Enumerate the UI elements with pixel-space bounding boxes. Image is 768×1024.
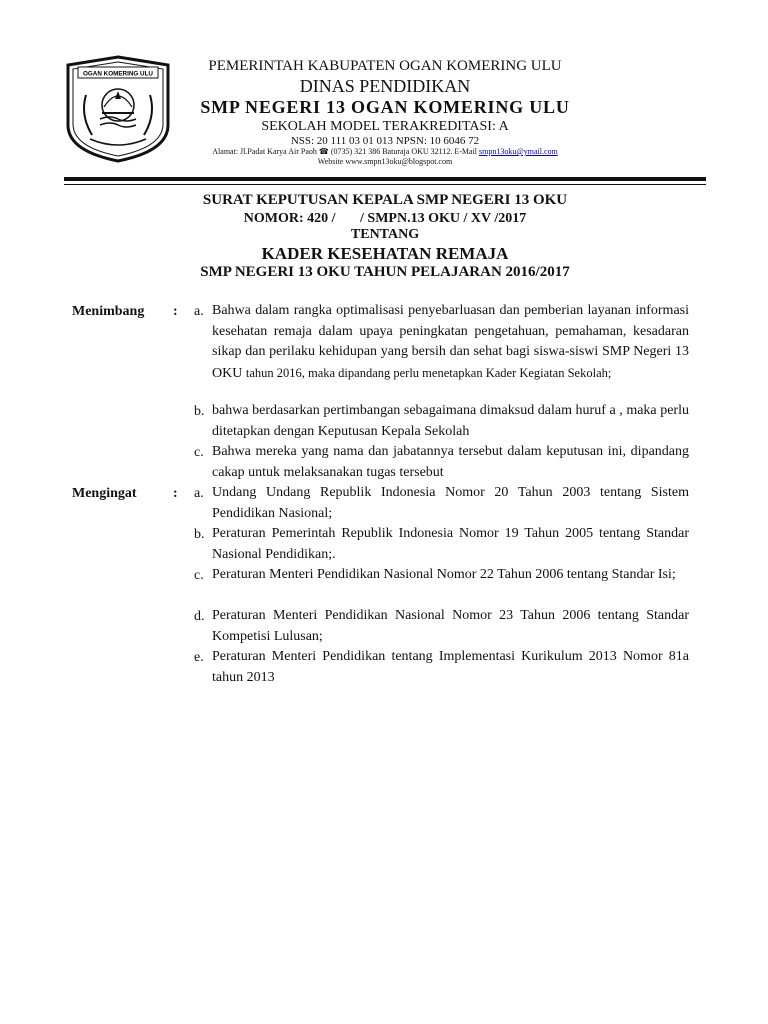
menimbang-colon: : (173, 304, 178, 319)
district-emblem-logo (64, 55, 172, 163)
mengingat-item-a-letter: a. (194, 486, 204, 501)
menimbang-item-b-letter: b. (194, 404, 205, 419)
menimbang-item-c-text: Bahwa mereka yang nama dan jabatannya tersebut dalam keputusan ini, dipandang cakap untuk melaksanakan tugas tersebut (212, 444, 689, 480)
mengingat-item-d-text: Peraturan Menteri Pendidikan Nasional Nomor 23 Tahun 2006 tentang Standar Kompetisi Lulusan; (212, 608, 689, 644)
letterhead-address (190, 148, 580, 156)
letterhead-nss-npsn: NSS: 20 111 03 01 013 NPSN: 10 6046 72 (290, 135, 480, 147)
decree-number: NOMOR: 420 / / SMPN.13 OKU / XV /2017 (243, 211, 527, 226)
decree-subject-year: SMP NEGERI 13 OKU TAHUN PELAJARAN 2016/2017 (200, 264, 570, 280)
mengingat-item-e-text: Peraturan Menteri Pendidikan tentang Implementasi Kurikulum 2013 Nomor 81a tahun 2013 (212, 649, 689, 685)
mengingat-item-e-letter: e. (194, 650, 204, 665)
mengingat-item-b-text: Peraturan Pemerintah Republik Indonesia Nomor 19 Tahun 2005 tentang Standar Nasional Pendidikan;. (212, 526, 689, 562)
decree-title: SURAT KEPUTUSAN KEPALA SMP NEGERI 13 OKU (202, 192, 568, 208)
decree-about-label: TENTANG (350, 227, 420, 242)
decree-subject: KADER KESEHATAN REMAJA (261, 244, 509, 263)
menimbang-item-b-text: bahwa berdasarkan pertimbangan sebagaimana dimaksud dalam huruf a , maka perlu ditetapkan dengan Keputusan Kepala Sekolah (212, 403, 689, 439)
mengingat-item-b-letter: b. (194, 527, 205, 542)
menimbang-item-a-letter: a. (194, 304, 204, 319)
letterhead-accreditation: SEKOLAH MODEL TERAKREDITASI: A (261, 119, 509, 134)
mengingat-colon: : (173, 486, 178, 501)
letterhead-website: Website www.smpn13oku@blogspot.com (317, 157, 453, 166)
letterhead-divider-thick (64, 177, 706, 181)
mengingat-item-c-letter: c. (194, 568, 204, 583)
mengingat-label: Mengingat (72, 486, 137, 501)
mengingat-item-d-letter: d. (194, 609, 205, 624)
mengingat-item-a-text: Undang Undang Republik Indonesia Nomor 20 Tahun 2003 tentang Sistem Pendidikan Nasional; (212, 485, 689, 521)
menimbang-item-c-letter: c. (194, 445, 204, 460)
email-link[interactable]: smpn13oku@ymail.com (479, 147, 558, 156)
letterhead-divider-thin (64, 184, 706, 185)
logo-banner-text: OGAN KOMERING ULU (83, 70, 153, 78)
menimbang-label: Menimbang (72, 304, 145, 319)
menimbang-item-a-main: Bahwa dalam rangka optimalisasi penyebarluasan dan pemberian layanan informasi kesehatan remaja dalam upaya peningkatan pengetahuan, pemahaman, kesadaran sikap dan perilaku kehidupan yang bersih dan sehat bagi siswa-siswi SMP Negeri 13 OKU (212, 303, 689, 381)
menimbang-item-a-tail: tahun 2016, maka dipandang perlu menetapkan Kader Kegiatan Sekolah; (245, 365, 612, 380)
menimbang-item-a-text (212, 301, 689, 384)
letterhead-department-line: DINAS PENDIDIKAN (299, 76, 471, 96)
address-text: Alamat: Jl.Padat Karya Air Paoh ☎ (0735) 321 386 Baturaja OKU 32112. E-Mail (212, 147, 480, 156)
letterhead-school-name: SMP NEGERI 13 OGAN KOMERING ULU (200, 97, 570, 117)
mengingat-item-c-text: Peraturan Menteri Pendidikan Nasional Nomor 22 Tahun 2006 tentang Standar Isi; (212, 567, 676, 582)
letterhead-government-line: PEMERINTAH KABUPATEN OGAN KOMERING ULU (208, 58, 562, 74)
